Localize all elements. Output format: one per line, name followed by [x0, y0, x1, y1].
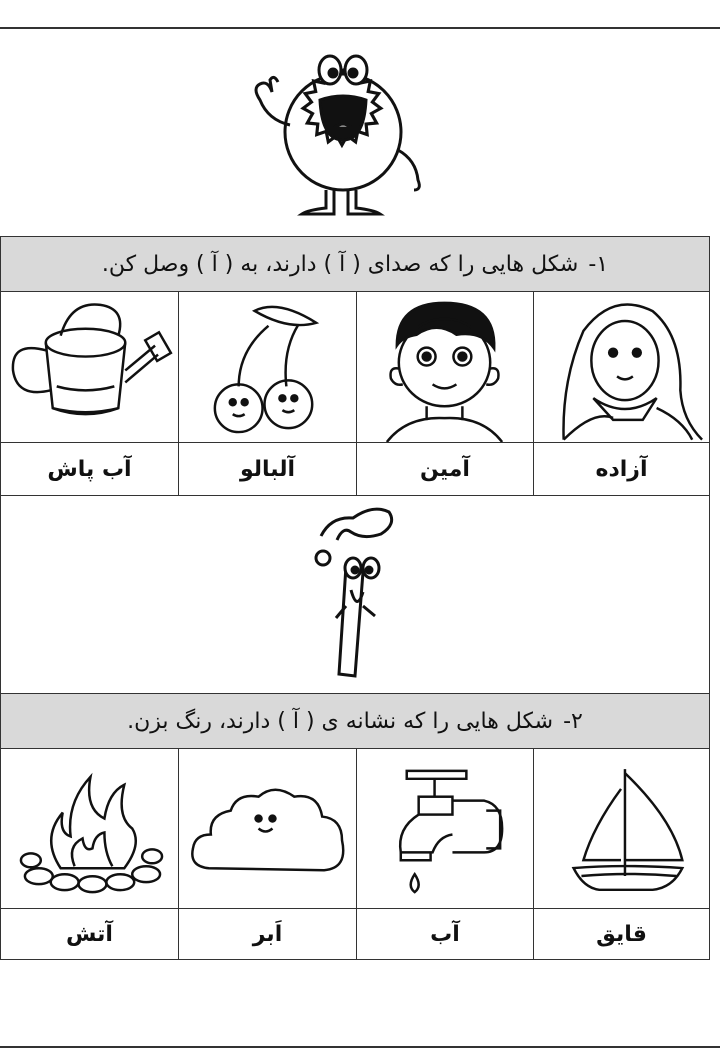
question-1-number: ۱- — [588, 251, 609, 277]
label-atash: آتش — [0, 909, 178, 960]
cell-faucet — [356, 749, 533, 909]
page-top-border — [0, 27, 720, 29]
question-1-instruction: شکل هایی را که صدای ( آ ) دارند، به ( آ ) وصل کن. — [101, 251, 579, 277]
girl-headscarf-icon — [534, 291, 709, 442]
faucet-icon — [357, 749, 533, 908]
cell-watering-can — [0, 291, 178, 443]
question-2-instruction: شکل هایی را که نشانه ی ( آ ) دارند، رنگ بزن. — [127, 708, 554, 734]
campfire-icon — [1, 749, 178, 908]
label-azadeh: آزاده — [533, 443, 710, 496]
cell-campfire — [0, 749, 178, 909]
label-ab-pash: آب پاش — [0, 443, 178, 496]
label-albalu: آلبالو — [178, 443, 356, 496]
letter-box — [0, 496, 710, 694]
cell-boy — [356, 291, 533, 443]
question-2-number: ۲- — [563, 708, 583, 734]
watering-can-icon — [1, 291, 178, 442]
boy-icon — [357, 291, 533, 442]
label-qayeq: قایق — [533, 909, 710, 960]
question-2-header — [0, 693, 710, 749]
cell-sailboat — [533, 749, 710, 909]
letter-alef-madda-character-icon — [1, 496, 711, 694]
cherries-icon — [179, 291, 356, 442]
smiling-sun-icon — [238, 40, 438, 218]
label-amin: آمین — [356, 443, 533, 496]
cell-cherries — [178, 291, 356, 443]
sailboat-icon — [534, 749, 709, 908]
label-abr: اَبر — [178, 909, 356, 960]
cell-cloud — [178, 749, 356, 909]
cell-girl — [533, 291, 710, 443]
cloud-icon — [179, 749, 356, 908]
page-bottom-border — [0, 1046, 720, 1048]
label-ab: آب — [356, 909, 533, 960]
question-1-header — [0, 236, 710, 292]
